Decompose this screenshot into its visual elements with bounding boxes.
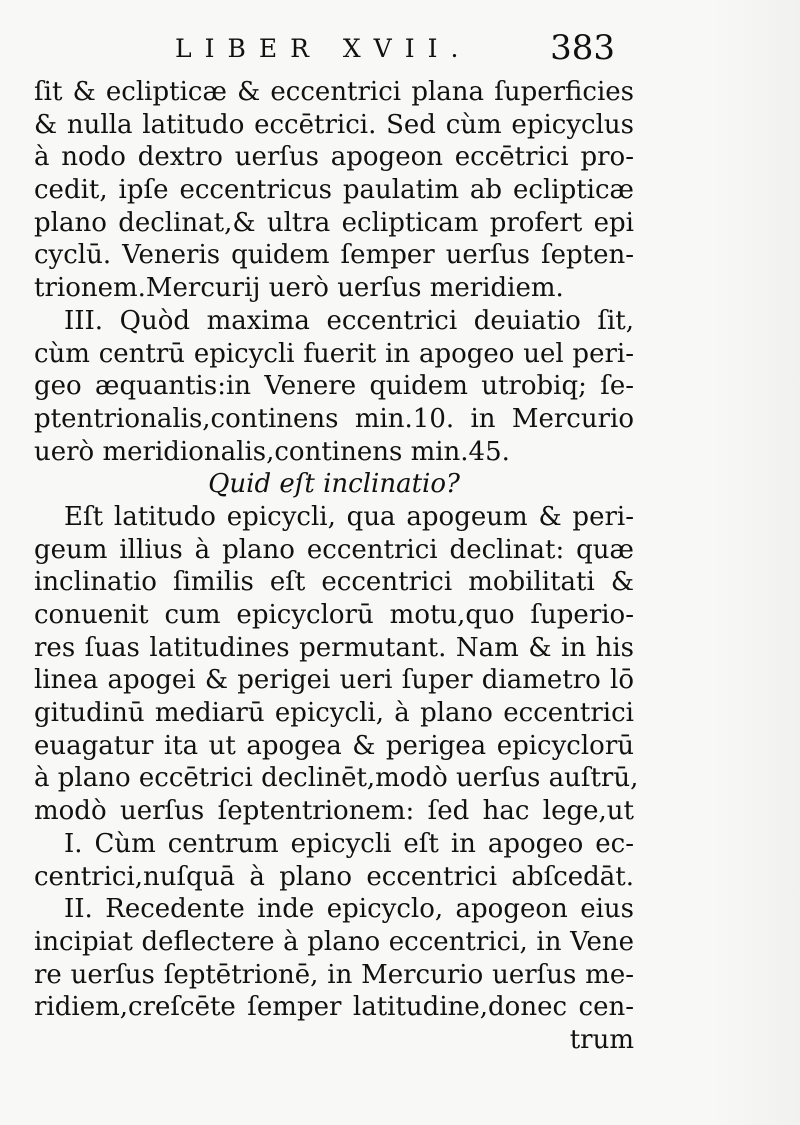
text-line: & nulla latitudo eccētrici. Sed cùm epicyclus	[34, 109, 634, 140]
text-line: incipiat deflectere à plano eccentrici, in Vene	[34, 926, 634, 957]
text-line: centrici,nuſquā à plano eccentrici abſcedāt.	[34, 861, 634, 892]
page-header	[175, 28, 615, 68]
text-line: res ſuas latitudines permutant. Nam & in his	[34, 632, 634, 663]
text-line: à plano eccētrici declinēt,modò uerſus auſtrū,	[34, 763, 639, 794]
section-heading: Quid eſt inclinatio?	[208, 469, 460, 500]
text-line: ridiem,creſcēte ſemper latitudine,donec cen-	[34, 992, 634, 1023]
text-line: gitudinū mediarū epicycli, à plano eccentrici	[34, 698, 634, 729]
text-line: cyclū. Veneris quidem ſemper uerſus ſepten-	[34, 240, 634, 271]
text-line: ſit & eclipticæ & eccentrici plana ſuperficies	[34, 77, 634, 107]
text-line: inclinatio ſimilis eſt eccentrici mobilitati &	[34, 567, 634, 598]
text-line: euagatur ita ut apogea & perigea epicyclorū	[34, 730, 634, 761]
text-line: II. Recedente inde epicyclo, apogeon eius	[64, 894, 634, 925]
text-line: re uerſus ſeptētrionē, in Mercurio uerſus me-	[34, 959, 634, 990]
text-line: linea apogei & perigei ueri ſuper diametro lō	[34, 665, 634, 696]
text-line: I. Cùm centrum epicycli eſt in apogeo ec-	[64, 828, 634, 859]
text-line: uerò meridionalis,continens min.45.	[34, 436, 510, 467]
catchword: trum	[569, 1024, 634, 1055]
running-head: LIBER XVII.	[175, 34, 472, 63]
scan-edge-shadow	[710, 0, 800, 1125]
text-line: ptentrionalis,continens min.10. in Mercurio	[34, 403, 634, 434]
text-line: geo æquantis:in Venere quidem utrobiq; ſe-	[34, 371, 634, 402]
text-line: III. Quòd maxima eccentrici deuiatio ſit,	[64, 305, 634, 336]
text-line: plano declinat,& ultra eclipticam profert epi	[34, 207, 634, 238]
text-line: à nodo dextro uerſus apogeon eccētrici pro-	[34, 142, 634, 173]
body-text	[34, 76, 639, 1057]
text-line: cùm centrū epicycli fuerit in apogeo uel peri-	[34, 338, 634, 369]
text-line: cedit, ipſe eccentricus paulatim ab eclipticæ	[34, 175, 634, 206]
text-line: Eſt latitudo epicycli, qua apogeum & peri-	[64, 501, 634, 532]
page-number: 383	[550, 28, 615, 68]
text-line: conuenit cum epicyclorū motu,quo ſuperio-	[34, 600, 634, 630]
text-line: trionem.Mercurij uerò uerſus meridiem.	[34, 273, 564, 304]
text-line: modò uerſus ſeptentrionem: ſed hac lege,ut	[34, 796, 634, 827]
text-line: geum illius à plano eccentrici declinat: quæ	[34, 534, 634, 565]
